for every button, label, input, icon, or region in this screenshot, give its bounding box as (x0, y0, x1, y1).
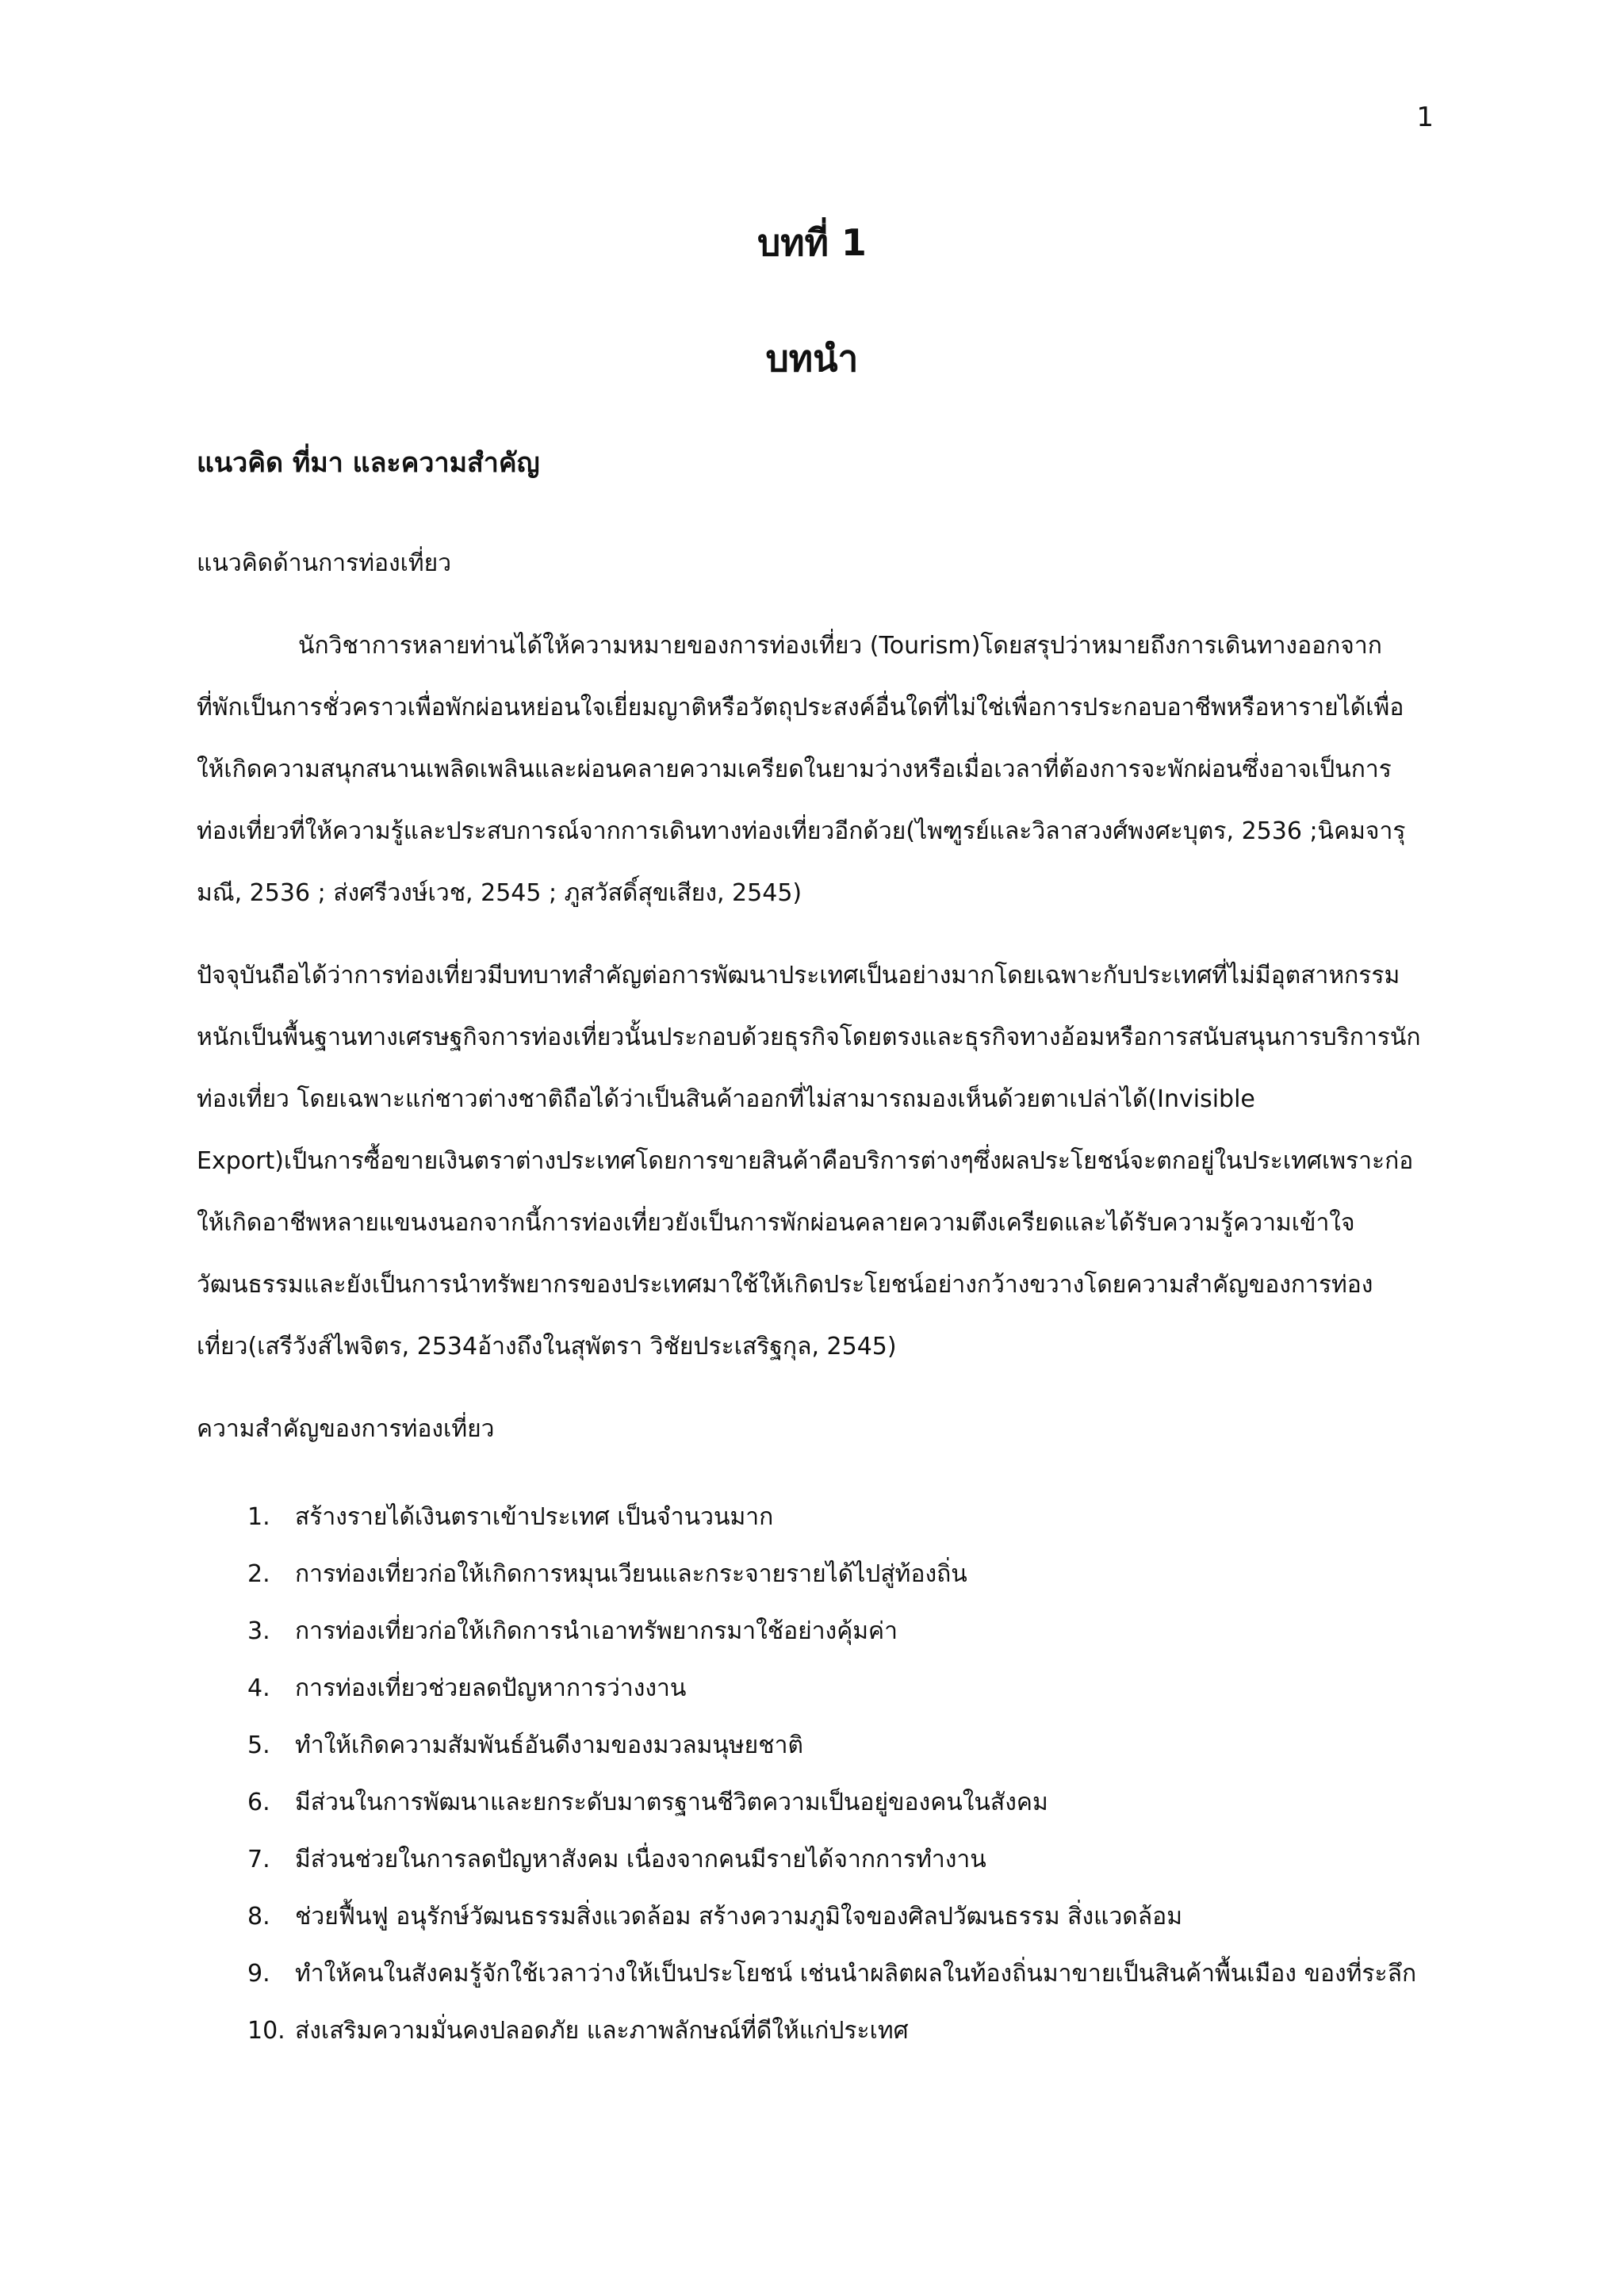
list-item (247, 1603, 1426, 1660)
list-item (247, 2003, 1426, 2060)
list-item-number: 7. (247, 1846, 270, 1873)
list-item-text: มีส่วนช่วยในการลดปัญหาสังคม เนื่องจากคนมีรายได้จากการทำงาน (295, 1846, 986, 1873)
list-item-text: สร้างรายได้เงินตราเข้าประเทศ เป็นจำนวนมาก (295, 1503, 774, 1531)
body-content (197, 533, 1426, 2060)
list-item-text: การท่องเที่ยวก่อให้เกิดการหมุนเวียนและกระจายรายได้ไปสู่ท้องถิ่น (295, 1560, 967, 1588)
list-item-text: ทำให้เกิดความสัมพันธ์อันดีงามของมวลมนุษยชาติ (295, 1732, 803, 1759)
list-item-number: 2. (247, 1560, 270, 1588)
paragraph-tourism-role: ปัจจุบันถือได้ว่าการท่องเที่ยวมีบทบาทสำคัญต่อการพัฒนาประเทศเป็นอย่างมากโดยเฉพาะกับประเทศที่ไม่มีอุตสาหกรรมหนักเป็นพื้นฐานทางเศรษฐกิจการท่องเที่ยวนั้นประกอบด้วยธุรกิจโดยตรงและธุรกิจทางอ้อมหรือการสนับสนุนการบริการนักท่องเที่ยว โดยเฉพาะแก่ชาวต่างชาติถือได้ว่าเป็นสินค้าออกที่ไม่สามารถมองเห็นด้วยตาเปล่าได้(Invisible Export)เป็นการซื้อขายเงินตราต่างประเทศโดยการขายสินค้าคือบริการต่างๆซึ่งผลประโยชน์จะตกอยู่ในประเทศเพราะก่อให้เกิดอาชีพหลายแขนงนอกจากนี้การท่องเที่ยวยังเป็นการพักผ่อนคลายความตึงเครียดและได้รับความรู้ความเข้าใจวัฒนธรรมและยังเป็นการนำทรัพยากรของประเทศมาใช้ให้เกิดประโยชน์อย่างกว้างขวางโดยความสำคัญของการท่องเที่ยว(เสรีวังส์ไพจิตร, 2534อ้างถึงในสุพัตรา วิชัยประเสริฐกุล, 2545) (197, 962, 1421, 1360)
list-item-text: ทำให้คนในสังคมรู้จักใช้เวลาว่างให้เป็นประโยชน์ เช่นนำผลิตผลในท้องถิ่นมาขายเป็นสินค้าพื้นเมือง ของที่ระลึก (295, 1960, 1417, 1988)
chapter-title: บทนำ (765, 337, 859, 380)
list-item-number: 8. (247, 1903, 270, 1931)
list-item-number: 1. (247, 1503, 270, 1531)
page-number: 1 (1416, 101, 1434, 133)
list-item-text: การท่องเที่ยวก่อให้เกิดการนำเอาทรัพยากรมาใช้อย่างคุ้มค่า (295, 1617, 898, 1645)
list-item (247, 1546, 1426, 1603)
list-item (247, 1946, 1426, 2003)
list-item-number: 6. (247, 1789, 270, 1816)
list-item-text: การท่องเที่ยวช่วยลดปัญหาการว่างงาน (295, 1674, 687, 1702)
list-item-number: 4. (247, 1674, 270, 1702)
list-item (247, 1831, 1426, 1888)
list-item (247, 1660, 1426, 1717)
list-item-text: ส่งเสริมความมั่นคงปลอดภัย และภาพลักษณ์ที่ดีให้แก่ประเทศ (295, 2017, 909, 2045)
list-item (247, 1888, 1426, 1946)
list-item (247, 1774, 1426, 1831)
subheading-tourism-concept: แนวคิดด้านการท่องเที่ยว (197, 549, 452, 577)
list-item-number: 5. (247, 1732, 270, 1759)
benefits-list (197, 1489, 1426, 2060)
list-item-text: ช่วยฟื้นฟู อนุรักษ์วัฒนธรรมสิ่งแวดล้อม สร้างความภูมิใจของศิลปวัฒนธรรม สิ่งแวดล้อม (295, 1903, 1182, 1931)
chapter-number: บทที่ 1 (757, 221, 867, 264)
paragraph-tourism-definition: นักวิชาการหลายท่านได้ให้ความหมายของการท่องเที่ยว (Tourism)โดยสรุปว่าหมายถึงการเดินทางออกจากที่พักเป็นการชั่วคราวเพื่อพักผ่อนหย่อนใจเยี่ยมญาติหรือวัตถุประสงค์อื่นใดที่ไม่ใช่เพื่อการประกอบอาชีพหรือหารายได้เพื่อให้เกิดความสนุกสนานเพลิดเพลินและผ่อนคลายความเครียดในยามว่างหรือเมื่อเวลาที่ต้องการจะพักผ่อนซึ่งอาจเป็นการท่องเที่ยวที่ให้ความรู้และประสบการณ์จากการเดินทางท่องเที่ยวอีกด้วย(ไพฑูรย์และวิลาสวงศ์พงศะบุตร, 2536 ;นิคมจารุมณี, 2536 ; ส่งศรีวงษ์เวช, 2545 ; ภูสวัสดิ์สุขเสียง, 2545) (197, 632, 1406, 907)
list-item-text: มีส่วนในการพัฒนาและยกระดับมาตรฐานชีวิตความเป็นอยู่ของคนในสังคม (295, 1789, 1048, 1816)
list-item (247, 1717, 1426, 1774)
list-item-number: 9. (247, 1960, 270, 1988)
list-item-number: 10. (247, 2017, 285, 2045)
section-heading: แนวคิด ที่มา และความสำคัญ (197, 447, 540, 479)
list-item-number: 3. (247, 1617, 270, 1645)
list-item (247, 1489, 1426, 1546)
subheading-tourism-importance: ความสำคัญของการท่องเที่ยว (197, 1415, 495, 1443)
